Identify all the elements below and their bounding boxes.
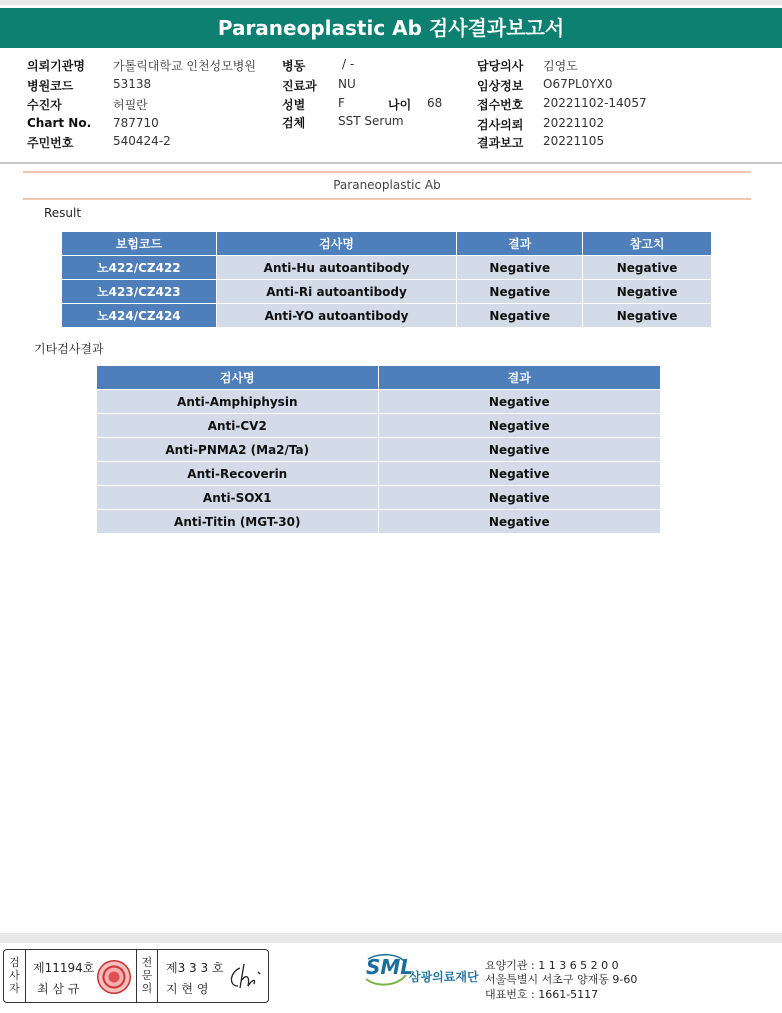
value-institution: 가톨릭대학교 인천성모병원 [113,59,256,73]
label-clinical-info: 임상정보 [477,79,524,93]
header-test-name: 검사명 [216,232,457,256]
cell-test: Anti-Recoverin [97,462,379,486]
result-label: Result [44,206,82,220]
table-row [97,462,661,486]
result-table [61,231,712,328]
report-title: Paraneoplastic Ab 검사결과보고서 [0,8,782,48]
cell-result: Negative [378,438,660,462]
cell-test: Anti-Ri autoantibody [216,280,457,304]
cell-test: Anti-Hu autoantibody [216,256,457,280]
tester-name: 최 삼 규 [37,982,80,996]
other-table-header [97,366,661,390]
table-row [97,438,661,462]
value-sex: F [338,96,345,110]
table-row [62,304,712,328]
header-test-name: 검사명 [97,366,379,390]
value-report-date: 20221105 [543,134,605,148]
tester-label: 검 사 자 [4,950,26,1002]
section-line-bottom [23,198,751,200]
section-title: Paraneoplastic Ab [333,178,441,192]
cell-test: Anti-Amphiphysin [97,390,379,414]
patient-info [0,48,782,164]
header-reference: 참고치 [583,232,712,256]
cell-code: 노423/CZ423 [62,280,217,304]
seal-stamp [97,960,131,994]
value-department: NU [338,77,356,91]
table-row [97,510,661,534]
cell-test: Anti-SOX1 [97,486,379,510]
footer-institution-code: 요양기관 : 1 1 3 6 5 2 0 0 [485,959,619,972]
cell-result: Negative [457,256,583,280]
cell-result: Negative [378,462,660,486]
cell-reference: Negative [583,256,712,280]
cell-reference: Negative [583,304,712,328]
value-doctor: 김영도 [543,59,578,73]
label-hospital-code: 병원코드 [27,79,74,93]
value-patient: 허필란 [113,98,148,112]
value-hospital-code: 53138 [113,77,152,91]
section-line-top [23,171,751,173]
logo: SML [366,955,414,979]
specialist-label: 전 문 의 [136,950,158,1002]
label-resident-no: 주민번호 [27,136,74,150]
header-result: 결과 [457,232,583,256]
cell-reference: Negative [583,280,712,304]
label-receipt-no: 접수번호 [477,98,524,112]
top-strip [0,0,782,5]
result-table-header [62,232,712,256]
table-row [97,486,661,510]
logo-subtitle: 삼광의료재단 [409,970,479,984]
other-results-table [96,365,661,534]
bottom-strip [0,933,782,943]
header-result: 결과 [378,366,660,390]
cell-result: Negative [457,280,583,304]
cell-test: Anti-YO autoantibody [216,304,457,328]
value-receipt-no: 20221102-14057 [543,96,647,110]
value-chart-no: 787710 [113,116,159,130]
label-patient: 수진자 [27,98,62,112]
cell-result: Negative [378,510,660,534]
specialist-license-no: 제3 3 3 호 [166,961,224,975]
cell-code: 노422/CZ422 [62,256,217,280]
table-row [62,256,712,280]
cell-test: Anti-Titin (MGT-30) [97,510,379,534]
cell-test: Anti-CV2 [97,414,379,438]
cell-code: 노424/CZ424 [62,304,217,328]
specialist-name: 지 현 영 [166,982,209,996]
label-department: 진료과 [282,79,317,93]
label-doctor: 담당의사 [477,59,524,73]
cell-result: Negative [457,304,583,328]
label-report-date: 결과보고 [477,136,524,150]
footer-phone: 대표번호 : 1661-5117 [485,988,599,1001]
value-clinical-info: O67PL0YX0 [543,77,613,91]
signature-box [3,949,269,1003]
label-chart-no: Chart No. [27,116,92,130]
table-row [97,390,661,414]
signature-mark [226,958,266,994]
label-sex: 성별 [282,98,306,112]
label-request-date: 검사의뢰 [477,118,524,132]
value-resident-no: 540424-2 [113,134,171,148]
label-specimen: 검체 [282,116,306,130]
cell-test: Anti-PNMA2 (Ma2/Ta) [97,438,379,462]
value-request-date: 20221102 [543,116,605,130]
cell-result: Negative [378,414,660,438]
cell-result: Negative [378,486,660,510]
table-row [62,280,712,304]
label-age: 나이 [388,98,412,112]
label-ward: 병동 [282,59,306,73]
header-insurance-code: 보험코드 [62,232,217,256]
footer-address: 서울특별시 서초구 양재동 9-60 [485,973,638,986]
value-age: 68 [427,96,443,110]
table-row [97,414,661,438]
value-ward: / - [342,57,355,71]
label-institution: 의뢰기관명 [27,59,85,73]
other-results-label: 기타검사결과 [34,342,104,356]
cell-result: Negative [378,390,660,414]
value-specimen: SST Serum [338,114,404,128]
tester-license-no: 제11194호 [33,961,95,975]
